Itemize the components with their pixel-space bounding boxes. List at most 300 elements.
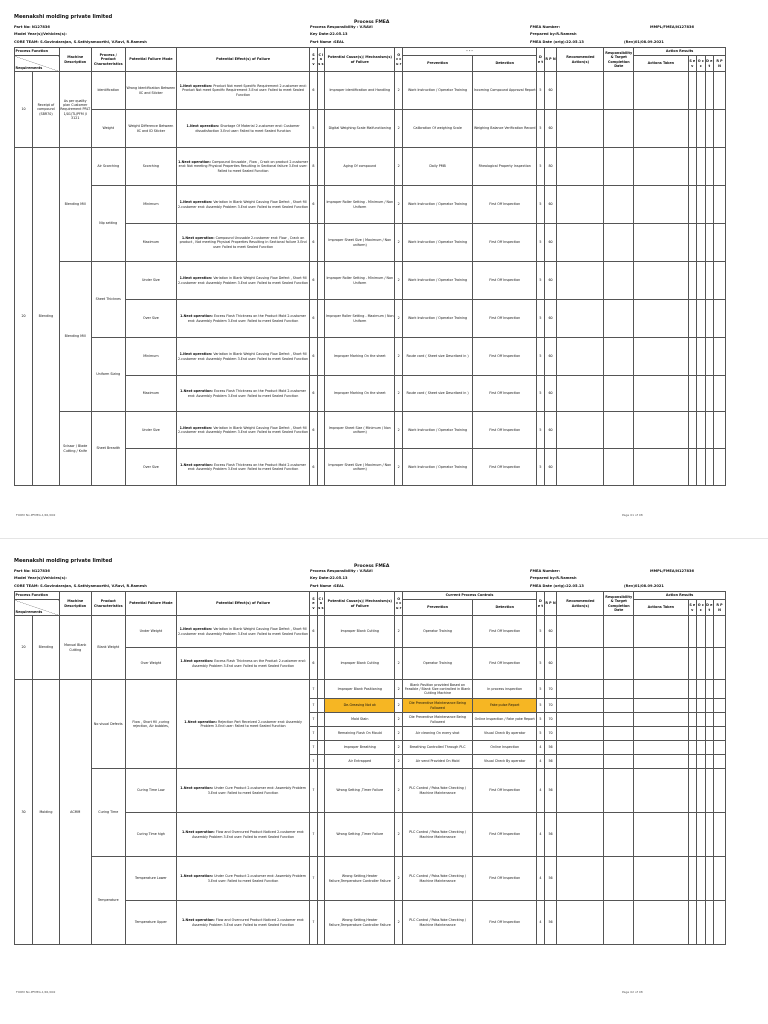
effect-text: Under Cure Product 2.customer end: Assembly Problem 3.End user: Failed to meet Sealed Function: [207, 874, 306, 883]
recommended-action-cell: [557, 262, 604, 300]
actions-taken-header: Actions Taken: [634, 56, 688, 72]
prepared-by: Prepared by:R.Ramesh: [530, 32, 577, 36]
ar-sev-cell: [688, 148, 697, 186]
class-value: [317, 755, 324, 769]
effect-text: Compound Unusable 2.customer end: Flow , Crack on product , Not meeting Physical Properties Resulting in Sectional failure 3.End user: Failed to meet Sealed Function: [179, 236, 307, 249]
prevention-cell: Work Instruction / Operator Training: [402, 449, 472, 486]
sev-value: 6: [310, 338, 317, 376]
ar-det-cell: [705, 224, 714, 262]
responsibility-cell: [604, 755, 634, 769]
machine-description-header: Machine Description: [59, 48, 91, 72]
key-date: Key Date:22.05.13: [310, 32, 348, 36]
recommended-header: Recommended Action(s): [557, 48, 604, 72]
det-value: 5: [537, 412, 544, 449]
sev-value: 7: [310, 713, 317, 727]
detection-cell: First Off Inspection: [473, 857, 537, 901]
ar-occ-header: O c c: [697, 56, 706, 72]
detection-cell: Rheological Property Inspection: [473, 148, 537, 186]
effect-text: Shortage Of Material 2.customer end: Customer dissatisfaction 3.End user: Failed to meet Sealed Function: [195, 124, 300, 133]
ar-det-cell: [705, 262, 714, 300]
occ-value: 2: [395, 699, 402, 713]
machine-description: ACMM: [59, 680, 91, 945]
ar-occ-cell: [697, 186, 706, 224]
fmea-table-1: [14, 47, 726, 486]
ar-rpn-cell: [714, 110, 726, 148]
responsibility-cell: [604, 769, 634, 813]
effect-text: Excess Flash Thickness on the Product 2.customer end: Assembly Problem 3.End user: Failed to meet Sealed Function: [192, 659, 306, 668]
actions-taken-cell: [634, 741, 688, 755]
occ-value: 2: [395, 338, 402, 376]
failure-mode: Temperature Upper: [125, 901, 176, 945]
detection-cell: First Off Inspection: [473, 300, 537, 338]
effect-next-operation-label: 1.Next operation:: [182, 918, 215, 923]
failure-mode: Temperature Lower: [125, 857, 176, 901]
process-step-name: Receipt of compound (SBR70): [33, 72, 60, 148]
effect-cell: [176, 110, 309, 148]
detection-cell: Incoming Compound Approval Report: [473, 72, 537, 110]
characteristic: Uniform Sizing: [91, 338, 125, 412]
effect-next-operation-label: 1.Next operation:: [179, 627, 213, 632]
ar-det-cell: [705, 713, 714, 727]
occ-value: 2: [395, 813, 402, 857]
failure-mode: Minimum: [125, 338, 176, 376]
cause-cell: Improper Sheet Size ( Maximum / Non uniform): [325, 449, 395, 486]
rpn-value: 56: [544, 755, 557, 769]
occ-value: 2: [395, 755, 402, 769]
ar-det-cell: [705, 376, 714, 412]
ar-rpn-cell: [714, 338, 726, 376]
ar-det-cell: [705, 300, 714, 338]
rpn-value: 56: [544, 769, 557, 813]
rpn-header: R P N: [544, 48, 557, 72]
table-row: [15, 110, 726, 148]
det-value: 4: [537, 741, 544, 755]
table-row: [15, 616, 726, 648]
rpn-value: 60: [544, 648, 557, 680]
ar-det-cell: [705, 813, 714, 857]
ar-sev-cell: [688, 769, 697, 813]
ar-sev-cell: [688, 262, 697, 300]
det-value: 5: [537, 713, 544, 727]
rpn-value: 60: [544, 110, 557, 148]
failure-mode: Curing Time high: [125, 813, 176, 857]
recommended-action-cell: [557, 148, 604, 186]
actions-taken-cell: [634, 857, 688, 901]
effects-header: Potential Effect(s) of Failure: [176, 592, 309, 616]
ar-rpn-cell: [714, 699, 726, 713]
fmea-header: [14, 566, 726, 591]
effect-next-operation-label: 1.Next operation:: [180, 786, 213, 791]
machine-description: Blending Mill: [59, 262, 91, 412]
characteristic: Nip setting: [91, 186, 125, 262]
ar-occ-cell: [697, 769, 706, 813]
cause-cell: De-Greasing Not ok: [325, 699, 395, 713]
class-value: [317, 769, 324, 813]
rpn-value: 60: [544, 300, 557, 338]
occ-value: 2: [395, 300, 402, 338]
ar-rpn-cell: [714, 412, 726, 449]
sev-value: 7: [310, 857, 317, 901]
failure-mode: Over Size: [125, 449, 176, 486]
ar-rpn-cell: [714, 72, 726, 110]
ar-det-cell: [705, 699, 714, 713]
sev-value: 7: [310, 813, 317, 857]
responsibility-cell: [604, 857, 634, 901]
table-row: [15, 857, 726, 901]
rpn-value: 70: [544, 680, 557, 699]
effect-cell: [176, 262, 309, 300]
rpn-header: R P N: [544, 592, 557, 616]
det-value: 5: [537, 680, 544, 699]
recommended-action-cell: [557, 769, 604, 813]
actions-taken-cell: [634, 713, 688, 727]
table-row: [15, 338, 726, 376]
responsibility-header: Responsibility & Target Completion Date: [604, 592, 634, 616]
failure-mode: Scorching: [125, 148, 176, 186]
fmea-page-2: [14, 558, 726, 994]
prevention-cell: Air vend Provided On Mold: [402, 755, 472, 769]
ar-occ-cell: [697, 224, 706, 262]
cause-cell: Improper Roller Setting - Minimum / Non Uniform: [325, 186, 395, 224]
process-responsibility: Process Responsibility : V.RAVI: [310, 569, 373, 573]
part-number: Part No: N127836: [14, 569, 50, 573]
failure-mode: Flow , Short fill ,curing rejection, Air bubbles,: [125, 680, 176, 769]
effect-next-operation-label: 1.Next operation:: [180, 659, 214, 664]
responsibility-cell: [604, 376, 634, 412]
class-value: [317, 901, 324, 945]
form-number: FORM No.PFMEA-1/R1/002: [16, 990, 56, 994]
ar-rpn-cell: [714, 262, 726, 300]
recommended-action-cell: [557, 813, 604, 857]
effect-next-operation-label: 1.Next operation:: [181, 236, 215, 241]
det-value: 5: [537, 699, 544, 713]
ar-sev-cell: [688, 300, 697, 338]
machine-description: As per quality plan Customer Requirement PRLT 1/01/TL/PFM /I 3121: [59, 72, 91, 148]
effect-cell: [176, 769, 309, 813]
responsibility-cell: [604, 338, 634, 376]
failure-mode: Over Weight: [125, 648, 176, 680]
occ-value: 2: [395, 616, 402, 648]
current-controls-header: Current Process Controls: [402, 592, 536, 600]
prepared-by: Prepared by:R.Ramesh: [530, 576, 577, 580]
prevention-header: Prevention: [402, 600, 472, 616]
class-value: [317, 262, 324, 300]
prevention-cell: Die Preventive Maintenance Being Followed: [402, 713, 472, 727]
recommended-action-cell: [557, 224, 604, 262]
sev-header: S e v: [310, 592, 317, 616]
prevention-cell: Calibration Of weighing Scale: [402, 110, 472, 148]
effect-text: Excess Flash Thickness on the Product Mold 2.customer end: Assembly Problem 3.End user: Failed to meet Sealed Function: [187, 314, 307, 323]
process-responsibility: Process Responsibility : V.RAVI: [310, 25, 373, 29]
prevention-header: Prevention: [402, 56, 472, 72]
det-value: 5: [537, 648, 544, 680]
class-value: [317, 224, 324, 262]
class-value: [317, 813, 324, 857]
det-value: 5: [537, 110, 544, 148]
part-number: Part No: N127836: [14, 25, 50, 29]
ar-det-cell: [705, 72, 714, 110]
ar-det-cell: [705, 680, 714, 699]
prevention-cell: PLC Control / Poka-Yoke Checking / Machine Maintenance: [402, 901, 472, 945]
sev-value: 6: [310, 376, 317, 412]
ar-det-cell: [705, 110, 714, 148]
sev-value: 6: [310, 186, 317, 224]
ar-occ-cell: [697, 755, 706, 769]
ar-rpn-header: R P N: [714, 56, 726, 72]
ar-rpn-cell: [714, 648, 726, 680]
ar-sev-cell: [688, 901, 697, 945]
prevention-cell: Operator Training: [402, 616, 472, 648]
effect-text: Compound Unusable , Flow , Crack on product 2.customer end: Not meeting Physical Properties Resulting in Sectional failure 3.End user: Failed to meet Sealed Function: [178, 160, 309, 173]
ar-occ-cell: [697, 857, 706, 901]
class-value: [317, 741, 324, 755]
cause-cell: Improper Blank Positioning: [325, 680, 395, 699]
det-value: 4: [537, 857, 544, 901]
ar-occ-cell: [697, 741, 706, 755]
ar-occ-cell: [697, 713, 706, 727]
ar-det-cell: [705, 186, 714, 224]
actions-taken-cell: [634, 449, 688, 486]
det-value: 5: [537, 72, 544, 110]
prevention-cell: Route card ( Sheet size Described in ): [402, 376, 472, 412]
actions-taken-cell: [634, 755, 688, 769]
det-value: 5: [537, 338, 544, 376]
responsibility-cell: [604, 300, 634, 338]
class-value: [317, 727, 324, 741]
effect-cell: [176, 901, 309, 945]
ar-det-cell: [705, 727, 714, 741]
causes-header: Potential Cause(s)/ Mechanism(s) of Failure: [325, 48, 395, 72]
actions-taken-cell: [634, 699, 688, 713]
characteristic: Sheet Breadth: [91, 412, 125, 486]
ar-occ-cell: [697, 110, 706, 148]
detection-cell: First Off Inspection: [473, 616, 537, 648]
recommended-action-cell: [557, 741, 604, 755]
rpn-value: 70: [544, 713, 557, 727]
class-value: [317, 680, 324, 699]
effect-next-operation-label: 1.Next operation:: [180, 389, 213, 394]
recommended-action-cell: [557, 699, 604, 713]
ar-rpn-cell: [714, 727, 726, 741]
table-row: [15, 769, 726, 813]
prevention-cell: Work Instruction / Operator Training: [402, 186, 472, 224]
recommended-action-cell: [557, 755, 604, 769]
recommended-action-cell: [557, 300, 604, 338]
effect-next-operation-label: 1.Next operation:: [180, 874, 213, 879]
fmea-number: MMPL/FMEA/N127836: [650, 569, 694, 573]
class-value: [317, 713, 324, 727]
ar-det-cell: [705, 755, 714, 769]
occ-value: 2: [395, 224, 402, 262]
effect-text: Excess Flash Thickness on the Product Mold 2.customer end: Assembly Problem 3.End user: Failed to meet Sealed Function: [187, 462, 307, 471]
process-step-name: Blending: [33, 148, 60, 486]
occur-header: O c c u r: [395, 48, 402, 72]
effect-next-operation-label: 1.Next operation:: [180, 314, 213, 319]
ar-occ-cell: [697, 727, 706, 741]
prevention-cell: Blank Position provided Based on Feasible / Blank Size controlled in Blank Cutting Machine: [402, 680, 472, 699]
characteristic: Temperature: [91, 857, 125, 945]
characteristic: Blank Weight: [91, 616, 125, 680]
ar-rpn-cell: [714, 300, 726, 338]
ar-occ-cell: [697, 901, 706, 945]
step-number: 10: [15, 72, 33, 148]
ar-rpn-cell: [714, 901, 726, 945]
ar-rpn-cell: [714, 813, 726, 857]
occ-value: 2: [395, 376, 402, 412]
det-value: 5: [537, 376, 544, 412]
sev-value: 6: [310, 262, 317, 300]
effect-next-operation-label: 1.Next operation:: [179, 276, 213, 281]
ar-sev-cell: [688, 412, 697, 449]
det-value: 4: [537, 813, 544, 857]
class-header: C l a s s: [317, 592, 324, 616]
sev-value: 7: [310, 769, 317, 813]
ar-det-cell: [705, 616, 714, 648]
cause-cell: Improper Blank Cutting: [325, 648, 395, 680]
process-step-name: Molding: [33, 680, 60, 945]
actions-taken-cell: [634, 300, 688, 338]
rpn-value: 56: [544, 741, 557, 755]
ar-occ-cell: [697, 616, 706, 648]
detection-cell: Fake pulse Report: [473, 699, 537, 713]
form-title: Process FMEA: [354, 20, 390, 25]
effect-cell: [176, 813, 309, 857]
class-value: [317, 412, 324, 449]
cause-cell: Improper Breathing: [325, 741, 395, 755]
recommended-action-cell: [557, 713, 604, 727]
effect-text: Variation in Blank Weight Causing Flow Defect , Short fill 2.customer end: Assembly Problem 3.End user: Failed to meet Sealed Function: [178, 276, 309, 285]
rpn-value: 60: [544, 616, 557, 648]
sev-header: S e v: [310, 48, 317, 72]
actions-taken-header: Actions Taken: [634, 600, 688, 616]
characteristic: Air Scorching: [91, 148, 125, 186]
rpn-value: 60: [544, 338, 557, 376]
ar-occ-cell: [697, 449, 706, 486]
effect-cell: [176, 186, 309, 224]
ar-rpn-cell: [714, 857, 726, 901]
det-value: 5: [537, 224, 544, 262]
cause-cell: Improper Roller Setting - Minimum / Non Uniform: [325, 262, 395, 300]
page-number: Page 01 of 08: [622, 513, 643, 517]
failure-mode: Maximum: [125, 376, 176, 412]
detection-cell: First Off Inspection: [473, 813, 537, 857]
effect-text: Variation in Blank Weight Causing Flow Defect , Short fill 2.customer end: Assembly Problem 3.End user: Failed to meet Sealed Function: [178, 200, 309, 209]
actions-taken-cell: [634, 727, 688, 741]
ar-occ-cell: [697, 699, 706, 713]
rpn-value: 70: [544, 727, 557, 741]
occ-value: 2: [395, 857, 402, 901]
fmea-number-label: FMEA Number:: [530, 569, 561, 573]
ar-rpn-cell: [714, 713, 726, 727]
sev-value: 7: [310, 699, 317, 713]
failure-mode: Minimum: [125, 186, 176, 224]
recommended-action-cell: [557, 376, 604, 412]
ar-sev-cell: [688, 72, 697, 110]
effect-cell: [176, 616, 309, 648]
part-name: Part Name :SEAL: [310, 584, 345, 588]
rpn-value: 60: [544, 449, 557, 486]
class-value: [317, 616, 324, 648]
det-value: 4: [537, 901, 544, 945]
actions-taken-cell: [634, 110, 688, 148]
prevention-cell: Daily PMB: [402, 148, 472, 186]
sev-value: 7: [310, 755, 317, 769]
effect-text: Under Cure Product 2.customer end: Assembly Problem 3.End user: Failed to meet Sealed Function: [207, 786, 306, 795]
failure-mode: Under Weight: [125, 616, 176, 648]
ar-sev-cell: [688, 376, 697, 412]
detection-cell: First Off Inspection: [473, 262, 537, 300]
occ-value: 2: [395, 72, 402, 110]
sev-value: 6: [310, 72, 317, 110]
effect-text: Product Not meet Specific Requirement 2.customer end: Product Not meet Specific Requirement 3.End user: Failed to meet Sealed Function: [182, 84, 307, 97]
recommended-action-cell: [557, 186, 604, 224]
fmea-number: MMPL/FMEA/N127836: [650, 25, 694, 29]
sev-value: 6: [310, 616, 317, 648]
prevention-cell: PLC Control / Poka-Yoke Checking / Machine Maintenance: [402, 813, 472, 857]
detection-cell: First Off Inspection: [473, 769, 537, 813]
detection-cell: Online Inspection: [473, 741, 537, 755]
rpn-value: 60: [544, 224, 557, 262]
ar-rpn-header: R P N: [714, 600, 726, 616]
ar-sev-cell: [688, 755, 697, 769]
ar-det-cell: [705, 148, 714, 186]
cause-cell: Improper Marking On the sheet: [325, 338, 395, 376]
sev-value: 6: [310, 648, 317, 680]
prevention-cell: Breathing Controlled Through PLC: [402, 741, 472, 755]
effect-text: Rejection Part Received 2.customer end: Assembly Problem 3.End user: Failed to meet Sealed Function: [200, 719, 302, 728]
machine-description-header: Machine Description: [59, 592, 91, 616]
ar-det-header: D e t: [705, 56, 714, 72]
actions-taken-cell: [634, 72, 688, 110]
cause-cell: Aging Of compound: [325, 148, 395, 186]
cause-cell: Wrong Setting ,Timer Failure: [325, 769, 395, 813]
det-header: D e t: [537, 48, 544, 72]
fmea-number-label: FMEA Number:: [530, 25, 561, 29]
occ-value: 2: [395, 449, 402, 486]
actions-taken-cell: [634, 224, 688, 262]
revision: (Rev)01/08.09.2021: [624, 584, 664, 588]
ar-occ-cell: [697, 412, 706, 449]
effect-cell: [176, 300, 309, 338]
failure-mode-header: Potential Failure Mode: [125, 48, 176, 72]
recommended-action-cell: [557, 680, 604, 699]
responsibility-cell: [604, 224, 634, 262]
responsibility-cell: [604, 449, 634, 486]
det-value: 5: [537, 148, 544, 186]
effect-text: Variation in Blank Weight Causing Flow Defect , Short fill 2.customer end: Assembly Problem 3.End user: Failed to meet Sealed Function: [178, 425, 309, 434]
class-value: [317, 300, 324, 338]
effect-next-operation-label: 1.Next operation:: [179, 84, 213, 89]
responsibility-cell: [604, 148, 634, 186]
responsibility-cell: [604, 262, 634, 300]
ar-sev-cell: [688, 680, 697, 699]
detection-cell: First Off Inspection: [473, 648, 537, 680]
ar-det-header: D e t: [705, 600, 714, 616]
sev-value: 5: [310, 110, 317, 148]
class-value: [317, 857, 324, 901]
characteristic: Curing Time: [91, 769, 125, 857]
actions-taken-cell: [634, 901, 688, 945]
ar-sev-header: S e v: [688, 56, 697, 72]
ar-rpn-cell: [714, 755, 726, 769]
core-team: CORE TEAM: S.Govindarajan, S.Sathiyamoorthi, V.Ravi, R.Ramesh: [14, 584, 147, 588]
detection-cell: Visual Check By operator: [473, 727, 537, 741]
det-header: D e t: [537, 592, 544, 616]
detection-cell: Weighing Balance Verification Record: [473, 110, 537, 148]
recommended-action-cell: [557, 72, 604, 110]
rpn-value: 60: [544, 262, 557, 300]
recommended-action-cell: [557, 616, 604, 648]
